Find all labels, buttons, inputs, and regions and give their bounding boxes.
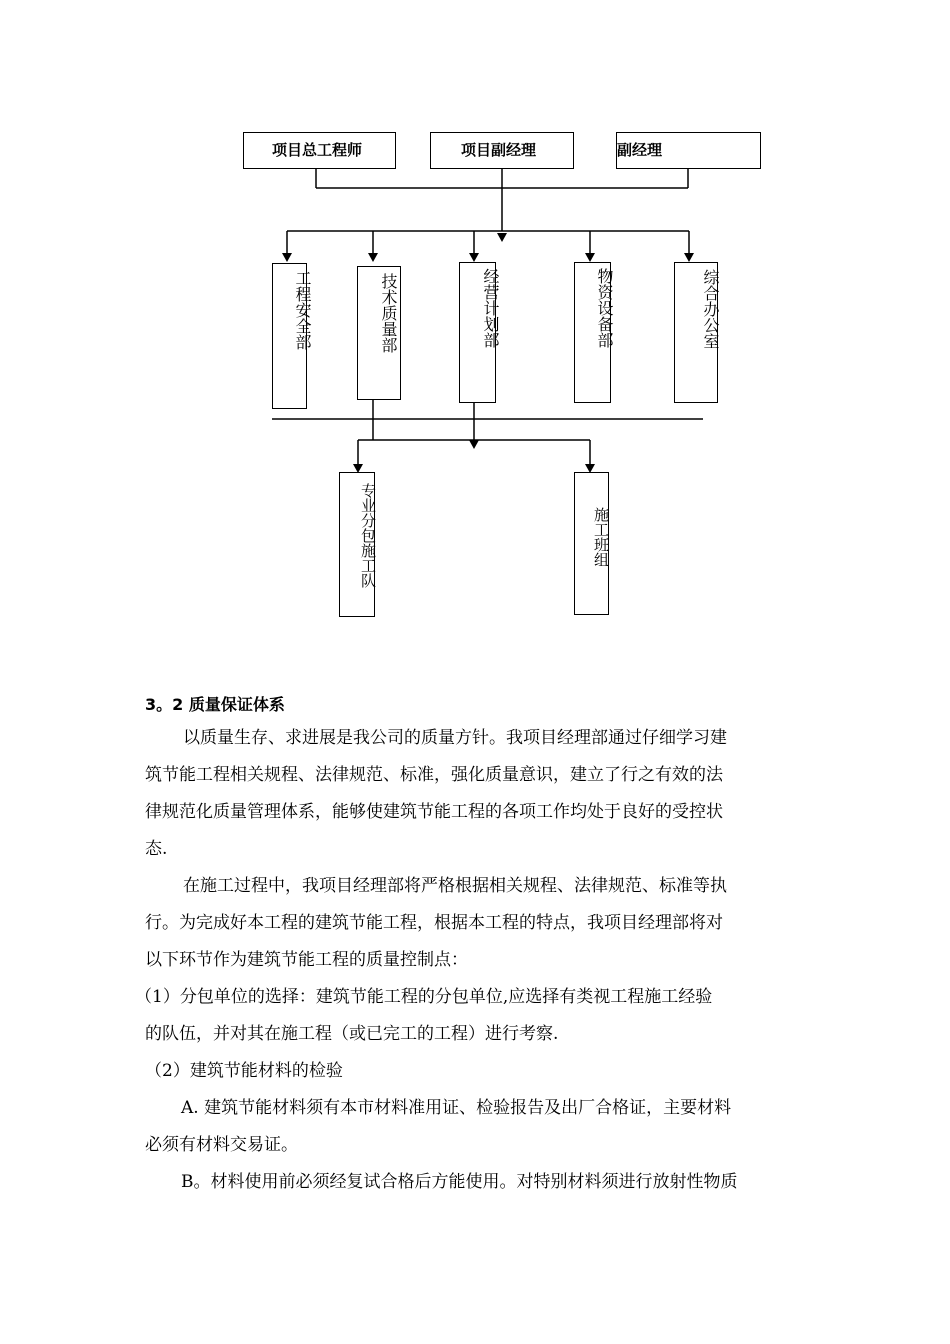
dept-general-office-label: 综合办公室 (701, 269, 720, 349)
dept-engineering-safety-label: 工程安全部 (293, 270, 312, 350)
paragraph-construction-process (145, 868, 810, 979)
dept-materials-equipment-box (574, 262, 614, 403)
team-subcontractor-box (339, 472, 375, 617)
text-line: A. 建筑节能材料须有本市材料准用证、检验报告及出厂合格证，主要材料 (181, 1098, 732, 1118)
text-line: 在施工过程中，我项目经理部将严格根据相关规程、法律规范、标准等执 (183, 876, 727, 896)
paragraph-item-b (145, 1164, 810, 1201)
paragraph-material-inspection (145, 1053, 810, 1090)
dept-general-office-box (674, 262, 718, 403)
deputy-manager-box (430, 132, 574, 169)
text-line: 态. (145, 839, 168, 859)
text-line: （2）建筑节能材料的检验 (145, 1061, 343, 1081)
deputy-manager-2-box (616, 132, 761, 169)
team-construction-crew-label: 施工班组 (592, 507, 610, 567)
team-construction-crew-box (574, 472, 609, 615)
dept-materials-equipment-label: 物资设备部 (595, 268, 614, 348)
dept-business-planning-label: 经营计划部 (481, 268, 500, 348)
text-line: 以下环节作为建筑节能工程的质量控制点： (145, 950, 468, 970)
text-line: 的队伍，并对其在施工程（或已完工的工程）进行考察. (145, 1024, 559, 1044)
text-line: 行。为完成好本工程的建筑节能工程，根据本工程的特点，我项目经理部将对 (145, 913, 723, 933)
dept-engineering-safety-box (272, 263, 312, 409)
text-line: 律规范化质量管理体系，能够使建筑节能工程的各项工作均处于良好的受控状 (145, 802, 723, 822)
deputy-manager-label: 项目副经理 (461, 141, 537, 159)
dept-business-planning-box (459, 262, 500, 403)
dept-tech-quality-label: 技术质量部 (379, 273, 398, 353)
section-heading: 3。2 质量保证体系 (145, 695, 285, 714)
document-body (135, 690, 810, 1201)
team-subcontractor-label: 专业分包施工队 (359, 483, 377, 588)
chief-engineer-box (243, 132, 396, 169)
paragraph-quality-policy (145, 720, 810, 868)
text-line: 以质量生存、求进展是我公司的质量方针。我项目经理部通过仔细学习建 (183, 728, 727, 748)
deputy-manager-2-label: 副经理 (617, 141, 663, 159)
text-line: 筑节能工程相关规程、法律规范、标准，强化质量意识，建立了行之有效的法 (145, 765, 723, 785)
paragraph-subcontractor-selection (135, 979, 810, 1053)
text-line: （1）分包单位的选择：建筑节能工程的分包单位,应选择有类视工程施工经验 (135, 987, 713, 1007)
text-line: B。材料使用前必须经复试合格后方能使用。对特别材料须进行放射性物质 (181, 1172, 738, 1192)
paragraph-item-a (145, 1090, 810, 1164)
chief-engineer-label: 项目总工程师 (272, 141, 363, 159)
dept-tech-quality-box (357, 266, 401, 400)
text-line: 必须有材料交易证。 (145, 1135, 298, 1155)
